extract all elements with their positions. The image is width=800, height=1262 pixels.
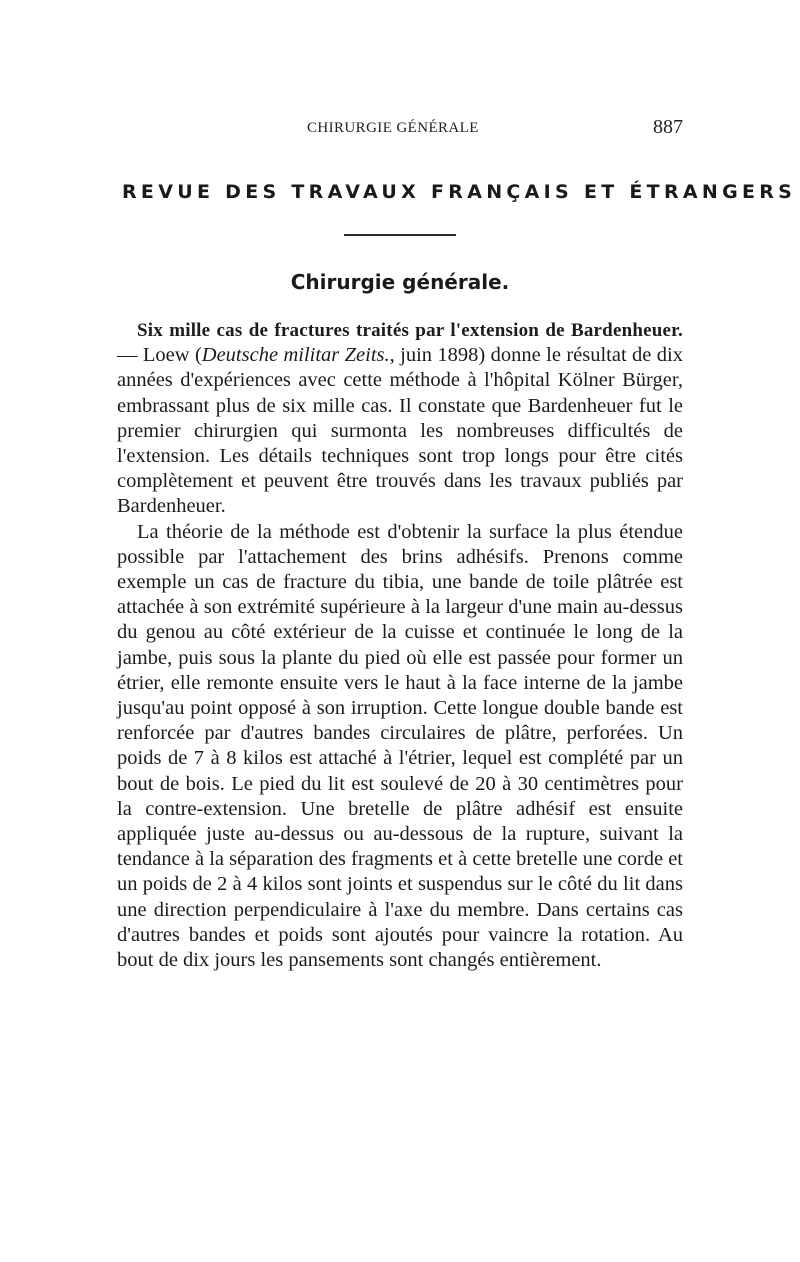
article-author-intro: — Loew (: [117, 344, 202, 367]
article-paragraph-2: La théorie de la méthode est d'obtenir la surface la plus étendue possible par l'attachement des brins adhésifs. Prenons comme exemple un cas de fracture du tibia, une bande de toile plâtrée est attachée à son extrémité supérieure à la largeur d'une main au-dessus du genou au côté extérieur de la cuisse et continuée le long de la jambe, puis sous la plante du pied où elle est passée pour former un étrier, elle remonte ensuite vers le haut à la face interne de la jambe jusqu'au point opposé à son irruption. Cette longue double bande est renforcée par d'autres bandes circulaires de plâtre, perforées. Un poids de 7 à 8 kilos est attaché à l'étrier, lequel est complété par un bout de bois. Le pied du lit est soulevé de 20 à 30 centimètres pour la contre-extension. Une bretelle de plâtre adhésif est ensuite appliquée juste au-dessus ou au-dessous de la rupture, suivant la tendance à la séparation des fragments et à cette bretelle une corde et un poids de 2 à 4 kilos sont joints et suspendus sur le côté du lit dans une direction perpendiculaire à l'axe du membre. Dans certains cas d'autres bandes et poids sont ajoutés pour vaincre la rotation. Au bout de dix jours les pansements sont changés entièrement.: [117, 520, 683, 972]
article-body: [117, 318, 683, 973]
section-divider: [344, 234, 456, 236]
section-title: REVUE DES TRAVAUX FRANÇAIS ET ÉTRANGERS: [122, 181, 797, 203]
running-head-title: CHIRURGIE GÉNÉRALE: [307, 120, 479, 136]
article-heading: Six mille cas de fractures traités par l'extension de Bardenheuer.: [137, 320, 683, 341]
running-head: [117, 118, 683, 142]
subsection-title: Chirurgie générale.: [290, 270, 510, 294]
article-paragraph-1: [117, 318, 683, 520]
article-paragraph-1-text: , juin 1898) donne le résultat de dix années d'expériences avec cette méthode à l'hôpital Kölner Bürger, embrassant plus de six mille cas. Il constate que Bardenheuer fut le premier chirurgien qui surmonta les nombreuses difficultés de l'extension. Les détails techniques sont trop longs pour être cités complètement et peuvent être trouvés dans les travaux publiés par Bardenheuer.: [117, 344, 683, 518]
page-number: 887: [653, 116, 683, 138]
journal-title: Deutsche militar Zeits.: [201, 344, 390, 367]
